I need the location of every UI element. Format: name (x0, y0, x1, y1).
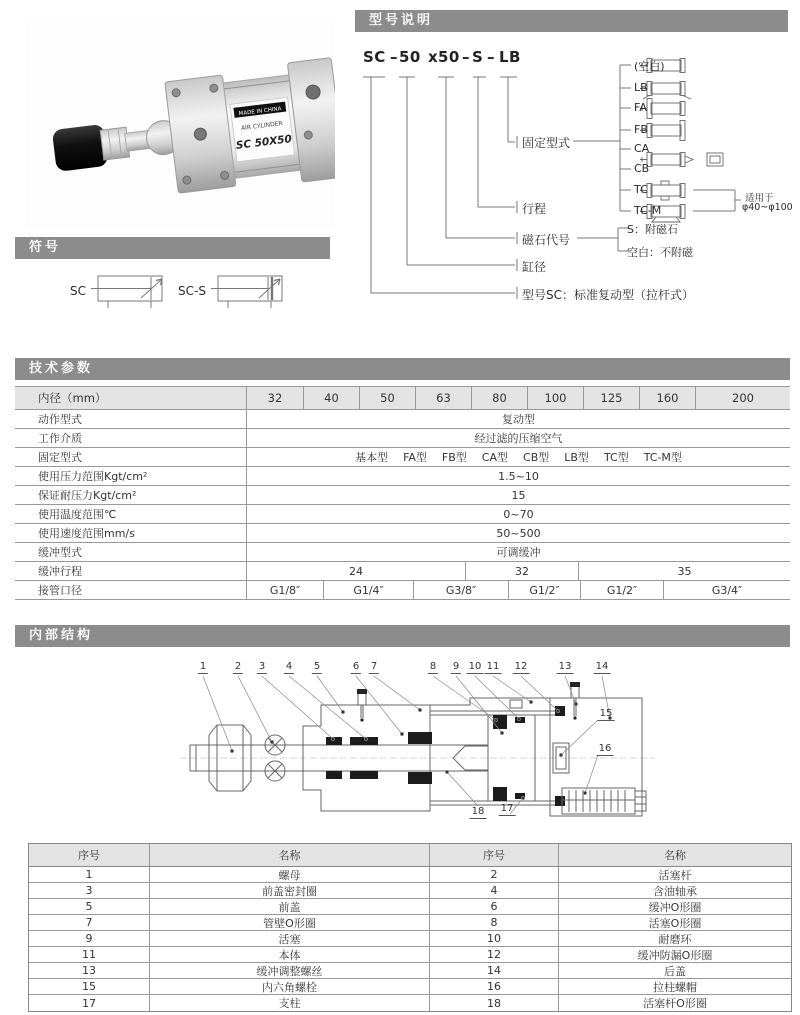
table-row: 15 内六角螺栓 16 拉柱螺帽 (29, 979, 791, 995)
tech-section-title: 技术参数 (15, 358, 790, 380)
code-bore: 50 (399, 48, 421, 66)
table-row: 3 前盖密封圈 4 含油轴承 (29, 883, 791, 899)
code-dash-1: – (390, 48, 398, 66)
bore-100: 100 (527, 387, 583, 409)
structure-section-title: 内部结构 (15, 625, 790, 647)
mount-option-fb: FB (634, 123, 648, 136)
model-section (355, 10, 798, 320)
table-row: 5 前盖 6 缓冲O形圈 (29, 899, 791, 915)
parts-header-no-2: 序号 (429, 844, 558, 866)
fix-type: CA型 (481, 451, 509, 464)
table-row (15, 543, 790, 562)
callout-11: 11 (486, 661, 500, 672)
callout-5: 5 (313, 661, 321, 672)
table-row (15, 429, 790, 448)
bore-40: 40 (303, 387, 359, 409)
fix-type-list (247, 448, 790, 466)
mount-option-tc: TC (634, 183, 648, 196)
code-series: SC (363, 48, 386, 66)
callout-10: 10 (468, 661, 482, 672)
callout-14: 14 (595, 661, 609, 672)
row-label: 动作型式 (15, 410, 247, 428)
branch-label-magnet: 磁石代号 (522, 233, 571, 247)
callout-13: 13 (558, 661, 572, 672)
cylinder-illustration (25, 22, 335, 227)
rod-nut (100, 127, 129, 160)
table-row: 17 支柱 18 活塞杆O形圈 (29, 995, 791, 1011)
cushion-cell: 35 (578, 562, 790, 580)
symbol-sc-s (211, 276, 282, 308)
code-dash-3: – (487, 48, 495, 66)
structure-diagram (10, 648, 790, 838)
pneumatic-symbols (15, 272, 345, 317)
mount-option-fa: FA (634, 101, 647, 114)
port-cell: G1/2″ (580, 581, 663, 599)
table-row: 7 管壁O形圈 8 活塞O形圈 (29, 915, 791, 931)
symbol-section (15, 237, 345, 322)
fix-type: TC-M型 (643, 451, 682, 464)
bore-125: 125 (583, 387, 639, 409)
table-row-port-size (15, 581, 790, 600)
row-value: 经过滤的压缩空气 (474, 432, 563, 445)
table-row (15, 486, 790, 505)
cross-section-drawing (10, 648, 790, 838)
tech-table (15, 386, 790, 600)
row-label: 工作介质 (15, 429, 247, 447)
row-label: 保证耐压力Kgt/cm² (15, 486, 247, 504)
row-label: 使用温度范围℃ (15, 505, 247, 523)
code-dash-2: – (462, 48, 470, 66)
callout-17: 17 (500, 803, 514, 814)
callout-1: 1 (199, 661, 207, 672)
plate-line2: SC 50X50 (235, 133, 293, 152)
symbol-sc (91, 276, 162, 308)
magnet-option-s: S：附磁石 (627, 223, 678, 236)
parts-header-no-1: 序号 (78, 849, 100, 862)
mount-option-cb: CB (634, 162, 650, 175)
parts-header-name-1: 名称 (149, 844, 429, 866)
row-label: 固定型式 (15, 448, 247, 466)
table-row (15, 524, 790, 543)
callout-4: 4 (285, 661, 293, 672)
callout-9: 9 (452, 661, 460, 672)
fix-type: FB型 (441, 451, 467, 464)
symbol-label-sc-s: SC-S (178, 284, 206, 298)
plate-strip-text: MADE IN CHINA (238, 106, 282, 118)
table-row-fix-types (15, 448, 790, 467)
branch-label-series: 型号SC：标准复动型（拉杆式） (522, 288, 694, 302)
plate-line1: AIR CYLINDER (240, 120, 284, 133)
mount-option-blank: (空白) (634, 60, 665, 73)
branch-label-mount: 固定型式 (522, 136, 571, 150)
callout-15: 15 (599, 708, 613, 719)
port-cell: G1/2″ (508, 581, 580, 599)
code-stroke: 50 (438, 48, 460, 66)
tech-header-label: 内径（mm） (15, 387, 247, 409)
mount-note-line2: φ40~φ100 (742, 202, 793, 213)
mount-note-line1: 适用于 (745, 193, 774, 204)
row-label: 使用速度范围mm/s (15, 524, 247, 542)
table-row-cushion-stroke (15, 562, 790, 581)
row-label: 使用压力范围Kgt/cm² (15, 467, 247, 485)
fix-type: TC型 (603, 451, 629, 464)
row-value: 15 (511, 488, 526, 502)
code-mount: LB (499, 48, 521, 66)
mount-icon-ca-cb (640, 153, 723, 167)
tech-header-row (15, 387, 790, 410)
fix-type: LB型 (564, 451, 589, 464)
bore-80: 80 (471, 387, 527, 409)
mount-option-ca: CA (634, 142, 650, 155)
table-row: 9 活塞 10 耐磨环 (29, 931, 791, 947)
bore-32: 32 (267, 391, 283, 405)
port-cell: G1/8″ (269, 583, 301, 597)
callout-2: 2 (234, 661, 242, 672)
magnet-option-blank: 空白：不附磁 (627, 246, 693, 259)
callout-8: 8 (429, 661, 437, 672)
parts-header-row (29, 844, 791, 867)
cushion-cell: 24 (349, 564, 363, 578)
parts-header-name-2: 名称 (558, 844, 791, 866)
model-tree-lines (355, 50, 798, 312)
port-cell: G3/8″ (413, 581, 508, 599)
cushion-cell: 32 (465, 562, 578, 580)
callout-3: 3 (258, 661, 266, 672)
bore-50: 50 (359, 387, 415, 409)
table-row (15, 410, 790, 429)
table-row (15, 467, 790, 486)
bore-200: 200 (695, 387, 790, 409)
table-row: 11 本体 12 缓冲防漏O形圈 (29, 947, 791, 963)
fix-type: 基本型 (355, 451, 389, 464)
symbol-section-title: 符号 (15, 237, 330, 259)
port-cell: G1/4″ (323, 581, 413, 599)
row-value: 50~500 (496, 526, 541, 540)
mount-option-lb: LB (634, 81, 648, 94)
bore-63: 63 (415, 387, 471, 409)
fix-type: CB型 (523, 451, 550, 464)
table-row (15, 505, 790, 524)
fix-type: FA型 (403, 451, 427, 464)
table-row: 1 螺母 2 活塞杆 (29, 867, 791, 883)
row-label: 缓冲行程 (15, 562, 247, 580)
product-photo (25, 22, 335, 227)
branch-label-stroke: 行程 (522, 202, 547, 216)
port-cell: G3/4″ (663, 581, 790, 599)
code-magnet: S (472, 48, 484, 66)
row-value: 复动型 (502, 413, 535, 426)
bore-160: 160 (639, 387, 695, 409)
mount-option-tcm: TC-M (634, 204, 662, 217)
code-x: x (428, 48, 439, 66)
row-value: 0~70 (503, 507, 534, 521)
branch-label-bore: 缸径 (522, 260, 547, 274)
row-value: 可调缓冲 (496, 546, 541, 559)
row-label: 接管口径 (15, 581, 247, 599)
callout-16: 16 (598, 743, 612, 754)
callout-7: 7 (370, 661, 378, 672)
callout-12: 12 (514, 661, 528, 672)
parts-table (28, 843, 792, 1012)
table-row: 13 缓冲调整螺丝 14 后盖 (29, 963, 791, 979)
callout-6: 6 (352, 661, 360, 672)
row-value: 1.5~10 (498, 469, 539, 483)
callout-18: 18 (471, 806, 485, 817)
symbol-label-sc: SC (70, 284, 86, 298)
row-label: 缓冲型式 (15, 543, 247, 561)
model-section-title: 型号说明 (355, 10, 788, 32)
